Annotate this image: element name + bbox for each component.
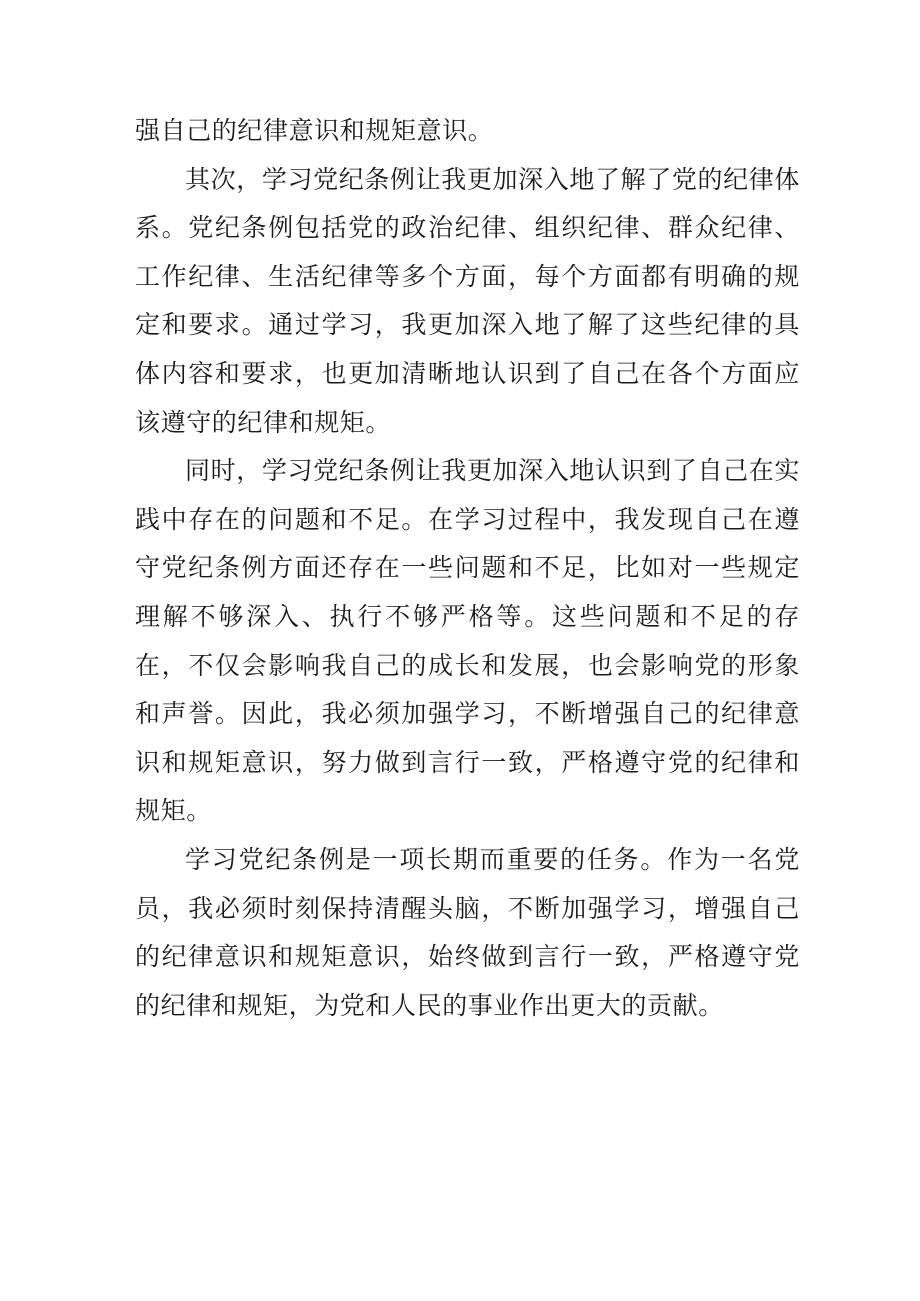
paragraph-continuation: 强自己的纪律意识和规矩意识。 [135, 116, 494, 145]
paragraph-discipline-system: 其次，学习党纪条例让我更加深入地了解了党的纪律体系。党纪条例包括党的政治纪律、组织纪律、群众纪律、工作纪律、生活纪律等多个方面，每个方面都有明确的规定和要求。通过学习，我更加深入地了解了这些纪律的具体内容和要求，也更加清晰地认识到了自己在各个方面应该遵守的纪律和规矩。 [135, 164, 800, 437]
document-body [135, 107, 800, 1030]
paragraph-problems-shortcomings: 同时，学习党纪条例让我更加深入地认识到了自己在实践中存在的问题和不足。在学习过程中，我发现自己在遵守党纪条例方面还存在一些问题和不足，比如对一些规定理解不够深入、执行不够严格等。这些问题和不足的存在，不仅会影响我自己的成长和发展，也会影响党的形象和声誉。因此，我必须加强学习，不断增强自己的纪律意识和规矩意识，努力做到言行一致，严格遵守党的纪律和规矩。 [135, 456, 800, 826]
paragraph-conclusion: 学习党纪条例是一项长期而重要的任务。作为一名党员，我必须时刻保持清醒头脑，不断加强学习，增强自己的纪律意识和规矩意识，始终做到言行一致，严格遵守党的纪律和规矩，为党和人民的事业作出更大的贡献。 [135, 844, 800, 1020]
